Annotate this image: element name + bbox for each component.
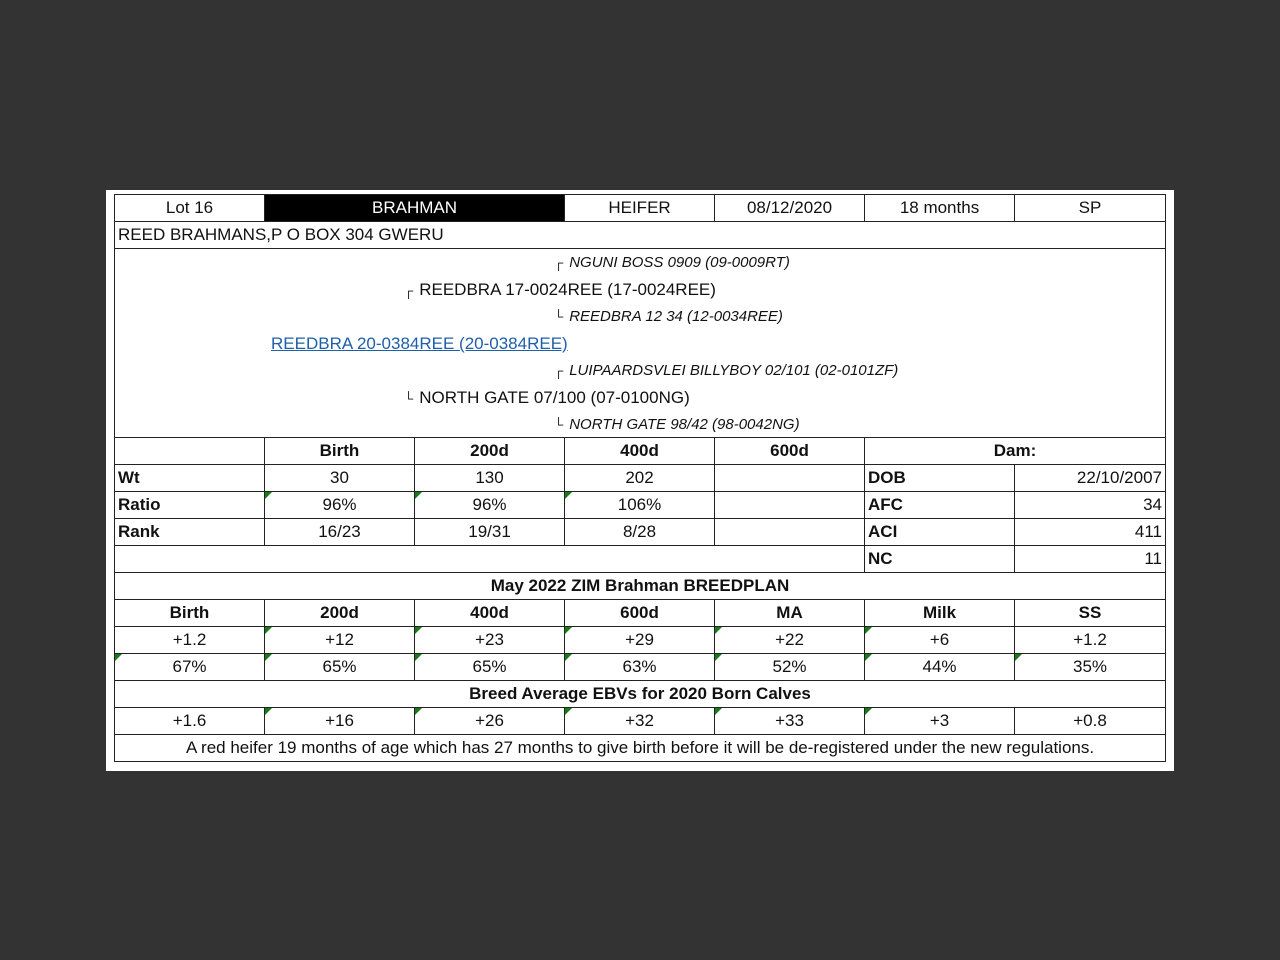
row-label: Ratio (115, 492, 265, 519)
sire: ┌ REEDBRA 17-0024REE (17-0024REE) (404, 280, 716, 299)
ebv-row (115, 627, 1166, 654)
notes-row (115, 735, 1166, 762)
weight-value (715, 465, 865, 492)
accuracy-value: 65% (415, 654, 565, 681)
average-value: +26 (415, 708, 565, 735)
ebv-value: +22 (715, 627, 865, 654)
dam-value: 34 (1015, 492, 1166, 519)
dam-label: ACI (865, 519, 1015, 546)
average-value: +16 (265, 708, 415, 735)
code: SP (1015, 195, 1166, 222)
dam-dam: └ NORTH GATE 98/42 (98-0042NG) (554, 416, 800, 433)
average-value: +32 (565, 708, 715, 735)
accuracy-value: 63% (565, 654, 715, 681)
birth-date: 08/12/2020 (715, 195, 865, 222)
weights-header: 600d (715, 438, 865, 465)
lot-table (114, 194, 1166, 762)
weights-header: 200d (415, 438, 565, 465)
breedplan-header-row (115, 600, 1166, 627)
ebv-value: +12 (265, 627, 415, 654)
accuracy-value: 44% (865, 654, 1015, 681)
bracket-top-icon: ┌ (554, 363, 564, 378)
bracket-bottom-icon: └ (554, 417, 564, 432)
accuracy-row (115, 654, 1166, 681)
average-value: +1.6 (115, 708, 265, 735)
ebv-value: +1.2 (1015, 627, 1166, 654)
dam-value: 411 (1015, 519, 1166, 546)
accuracy-value: 67% (115, 654, 265, 681)
dam-label: AFC (865, 492, 1015, 519)
notes: A red heifer 19 months of age which has 27 months to give birth before it will be de-registered under the new regulations. (115, 735, 1166, 762)
dam-value: 22/10/2007 (1015, 465, 1166, 492)
ratio-value (715, 492, 865, 519)
row-label: Wt (115, 465, 265, 492)
ebv-value: +6 (865, 627, 1015, 654)
dam-sire: ┌ LUIPAARDSVLEI BILLYBOY 02/101 (02-0101ZF) (554, 362, 899, 379)
ratio-value: 106% (565, 492, 715, 519)
age: 18 months (865, 195, 1015, 222)
average-value: +0.8 (1015, 708, 1166, 735)
dam-value: 11 (1015, 546, 1166, 573)
weight-value: 130 (415, 465, 565, 492)
sex: HEIFER (565, 195, 715, 222)
weights-row (115, 465, 1166, 492)
weights-header-row (115, 438, 1166, 465)
empty-cell (115, 438, 265, 465)
empty-cell (115, 546, 865, 573)
bracket-top-icon: ┌ (554, 255, 564, 270)
bracket-bottom-icon: └ (404, 391, 414, 406)
weight-value: 202 (565, 465, 715, 492)
row-label: Rank (115, 519, 265, 546)
ebv-header: SS (1015, 600, 1166, 627)
ebv-header: 400d (415, 600, 565, 627)
rank-value: 19/31 (415, 519, 565, 546)
breedplan-title-row (115, 573, 1166, 600)
ratio-row (115, 492, 1166, 519)
ebv-value: +29 (565, 627, 715, 654)
weights-header: 400d (565, 438, 715, 465)
header-row (115, 195, 1166, 222)
breed-name: BRAHMAN (265, 195, 565, 222)
breed-average-title: Breed Average EBVs for 2020 Born Calves (115, 681, 1166, 708)
ebv-header: MA (715, 600, 865, 627)
dam: └ NORTH GATE 07/100 (07-0100NG) (404, 388, 690, 407)
average-value: +3 (865, 708, 1015, 735)
ebv-header: Milk (865, 600, 1015, 627)
dam-label: NC (865, 546, 1015, 573)
weight-value: 30 (265, 465, 415, 492)
bracket-top-icon: ┌ (404, 283, 414, 298)
ratio-value: 96% (415, 492, 565, 519)
rank-value: 16/23 (265, 519, 415, 546)
accuracy-value: 35% (1015, 654, 1166, 681)
rank-value (715, 519, 865, 546)
sire-sire: ┌ NGUNI BOSS 0909 (09-0009RT) (554, 254, 790, 271)
lot-sheet (106, 190, 1174, 771)
pedigree-row (115, 249, 1166, 438)
ebv-value: +23 (415, 627, 565, 654)
dam-label: DOB (865, 465, 1015, 492)
accuracy-value: 52% (715, 654, 865, 681)
accuracy-value: 65% (265, 654, 415, 681)
ebv-header: 200d (265, 600, 415, 627)
lot-number: Lot 16 (115, 195, 265, 222)
ebv-value: +1.2 (115, 627, 265, 654)
pedigree (115, 249, 1166, 438)
dam-title: Dam: (865, 438, 1166, 465)
breedplan-title: May 2022 ZIM Brahman BREEDPLAN (115, 573, 1166, 600)
ebv-header: Birth (115, 600, 265, 627)
nc-row (115, 546, 1166, 573)
weights-header: Birth (265, 438, 415, 465)
animal-link[interactable]: REEDBRA 20-0384REE (20-0384REE) (271, 334, 568, 353)
rank-row (115, 519, 1166, 546)
owner-row (115, 222, 1166, 249)
breed-average-title-row (115, 681, 1166, 708)
ratio-value: 96% (265, 492, 415, 519)
breed-average-row (115, 708, 1166, 735)
average-value: +33 (715, 708, 865, 735)
bracket-bottom-icon: └ (554, 309, 564, 324)
owner-address: REED BRAHMANS,P O BOX 304 GWERU (115, 222, 1166, 249)
ebv-header: 600d (565, 600, 715, 627)
rank-value: 8/28 (565, 519, 715, 546)
sire-dam: └ REEDBRA 12 34 (12-0034REE) (554, 308, 783, 325)
